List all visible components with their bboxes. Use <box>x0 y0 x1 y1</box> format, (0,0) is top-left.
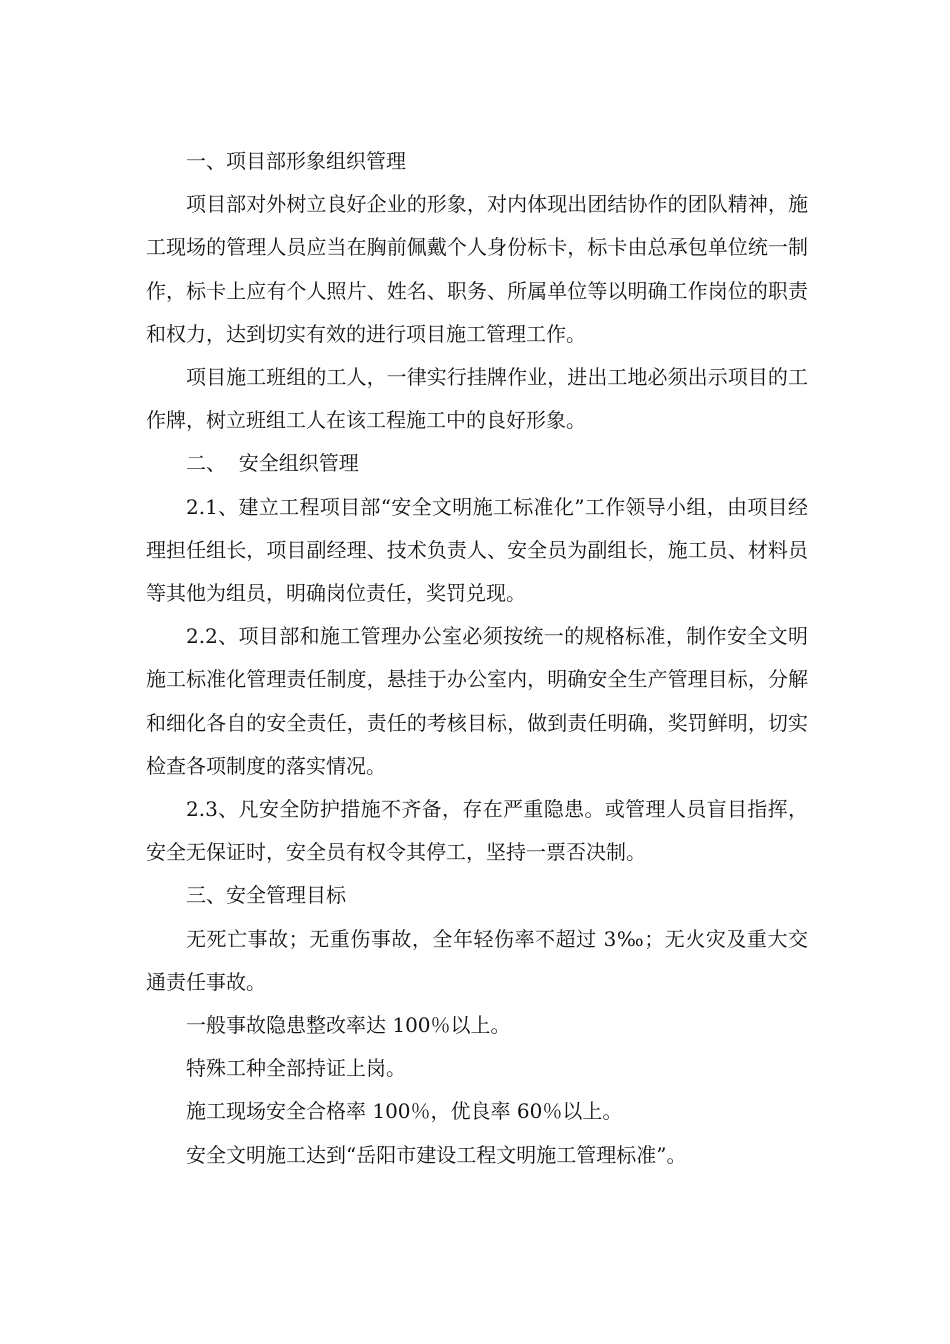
paragraph: 一般事故隐患整改率达 100％以上。 <box>186 1013 511 1038</box>
paragraph: 项目施工班组的工人，一律实行挂牌作业，进出工地必须出示项目的工作牌，树立班组工人在该工程施工中的良好形象。 <box>146 365 808 433</box>
section-heading-1: 一、项目部形象组织管理 <box>186 149 406 173</box>
paragraph: 无死亡事故；无重伤事故，全年轻伤率不超过 3‰；无火灾及重大交通责任事故。 <box>146 926 808 994</box>
document-body <box>146 140 808 1177</box>
paragraph: 项目部对外树立良好企业的形象，对内体现出团结协作的团队精神，施工现场的管理人员应当在胸前佩戴个人身份标卡，标卡由总承包单位统一制作，标卡上应有个人照片、姓名、职务、所属单位等以明确工作岗位的职责和权力，达到切实有效的进行项目施工管理工作。 <box>146 192 808 346</box>
paragraph: 安全文明施工达到“岳阳市建设工程文明施工管理标准”。 <box>186 1142 687 1167</box>
paragraph: 施工现场安全合格率 100％，优良率 60％以上。 <box>186 1099 623 1124</box>
paragraph: 2.2、项目部和施工管理办公室必须按统一的规格标准，制作安全文明施工标准化管理责任制度，悬挂于办公室内，明确安全生产管理目标，分解和细化各自的安全责任，责任的考核目标，做到责任明确，奖罚鲜明，切实检查各项制度的落实情况。 <box>146 624 808 778</box>
paragraph: 特殊工种全部持证上岗。 <box>186 1056 406 1081</box>
paragraph: 2.1、建立工程项目部“安全文明施工标准化”工作领导小组，由项目经理担任组长，项目副经理、技术负责人、安全员为副组长，施工员、材料员等其他为组员，明确岗位责任，奖罚兑现。 <box>146 494 808 606</box>
paragraph: 2.3、凡安全防护措施不齐备，存在严重隐患。或管理人员盲目指挥，安全无保证时，安全员有权令其停工，坚持一票否决制。 <box>146 797 808 865</box>
section-heading-3: 三、安全管理目标 <box>186 883 346 908</box>
section-heading-2: 二、 安全组织管理 <box>186 451 359 476</box>
